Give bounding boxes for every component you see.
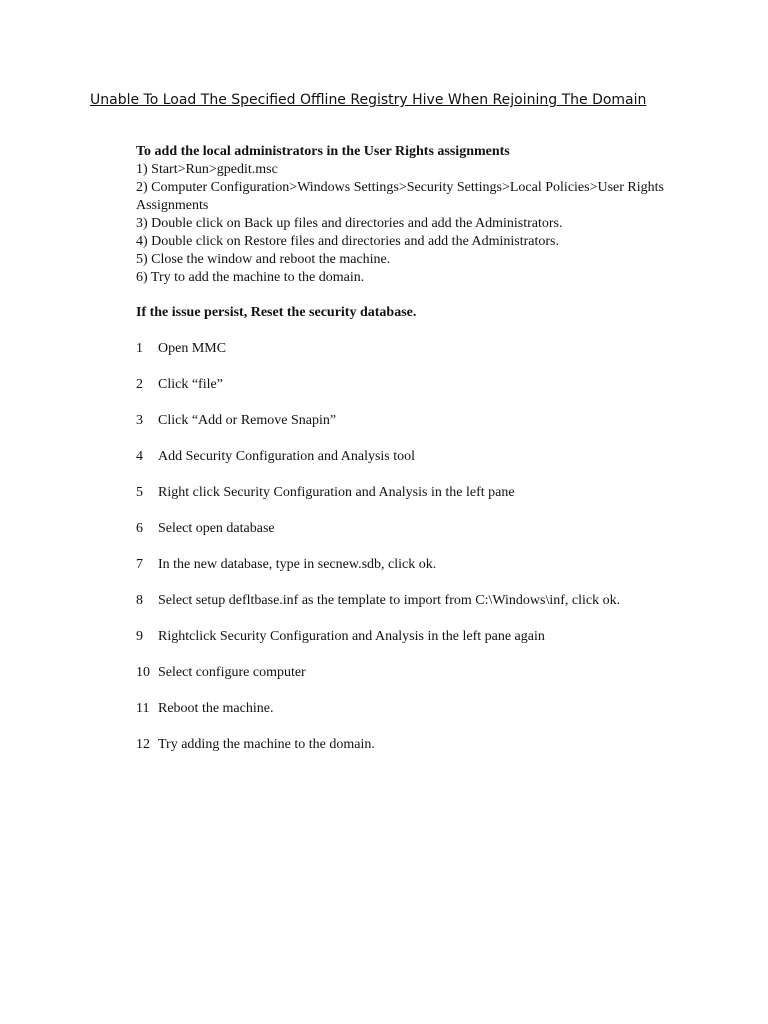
step-number: 10 <box>136 665 150 680</box>
step-number: 3 <box>136 413 143 428</box>
step-number: 4 <box>136 449 143 464</box>
list-item <box>136 664 696 700</box>
list-item <box>136 592 696 628</box>
list-item <box>136 736 696 772</box>
step-text: Select open database <box>158 521 275 536</box>
list-item <box>136 376 696 412</box>
step-text: Select configure computer <box>158 665 306 680</box>
list-item <box>136 556 696 592</box>
step-number: 6 <box>136 521 143 536</box>
step-number: 8 <box>136 593 143 608</box>
step-number: 5 <box>136 485 143 500</box>
step-text: Add Security Configuration and Analysis tool <box>158 449 416 464</box>
list-item <box>136 484 696 520</box>
step-number: 2 <box>136 377 143 392</box>
step-text: Open MMC <box>158 341 227 356</box>
step-text: Try adding the machine to the domain. <box>158 737 375 752</box>
step-number: 12 <box>136 737 150 752</box>
instruction-line: 3) Double click on Back up files and directories and add the Administrators. <box>136 216 563 231</box>
step-text: Right click Security Configuration and Analysis in the left pane <box>158 485 515 500</box>
step-text: Reboot the machine. <box>158 701 274 716</box>
list-item <box>136 628 696 664</box>
step-text: Rightclick Security Configuration and Analysis in the left pane again <box>158 629 545 644</box>
step-text: Click “file” <box>158 377 223 392</box>
step-text: In the new database, type in secnew.sdb, click ok. <box>158 557 437 572</box>
step-number: 11 <box>136 701 150 716</box>
instruction-line: 2) Computer Configuration>Windows Settings>Security Settings>Local Policies>User Rights Assignments <box>136 180 664 213</box>
list-item <box>136 700 696 736</box>
document-title: Unable To Load The Specified Offline Registry Hive When Rejoining The Domain <box>90 92 647 108</box>
instruction-line: 6) Try to add the machine to the domain. <box>136 270 365 285</box>
step-number: 9 <box>136 629 143 644</box>
user-rights-section <box>136 143 696 287</box>
list-item <box>136 412 696 448</box>
step-number: 7 <box>136 557 143 572</box>
instruction-line: 1) Start>Run>gpedit.msc <box>136 162 278 177</box>
list-item <box>136 520 696 556</box>
list-item <box>136 448 696 484</box>
section-heading: To add the local administrators in the User Rights assignments <box>136 144 510 159</box>
reset-steps-list <box>136 340 696 772</box>
list-item <box>136 340 696 376</box>
step-text: Click “Add or Remove Snapin” <box>158 413 337 428</box>
reset-database-heading: If the issue persist, Reset the security database. <box>136 305 417 320</box>
instruction-line: 5) Close the window and reboot the machine. <box>136 252 391 267</box>
step-number: 1 <box>136 341 143 356</box>
step-text: Select setup defltbase.inf as the template to import from C:\Windows\inf, click ok. <box>158 593 621 608</box>
instruction-line: 4) Double click on Restore files and directories and add the Administrators. <box>136 234 560 249</box>
